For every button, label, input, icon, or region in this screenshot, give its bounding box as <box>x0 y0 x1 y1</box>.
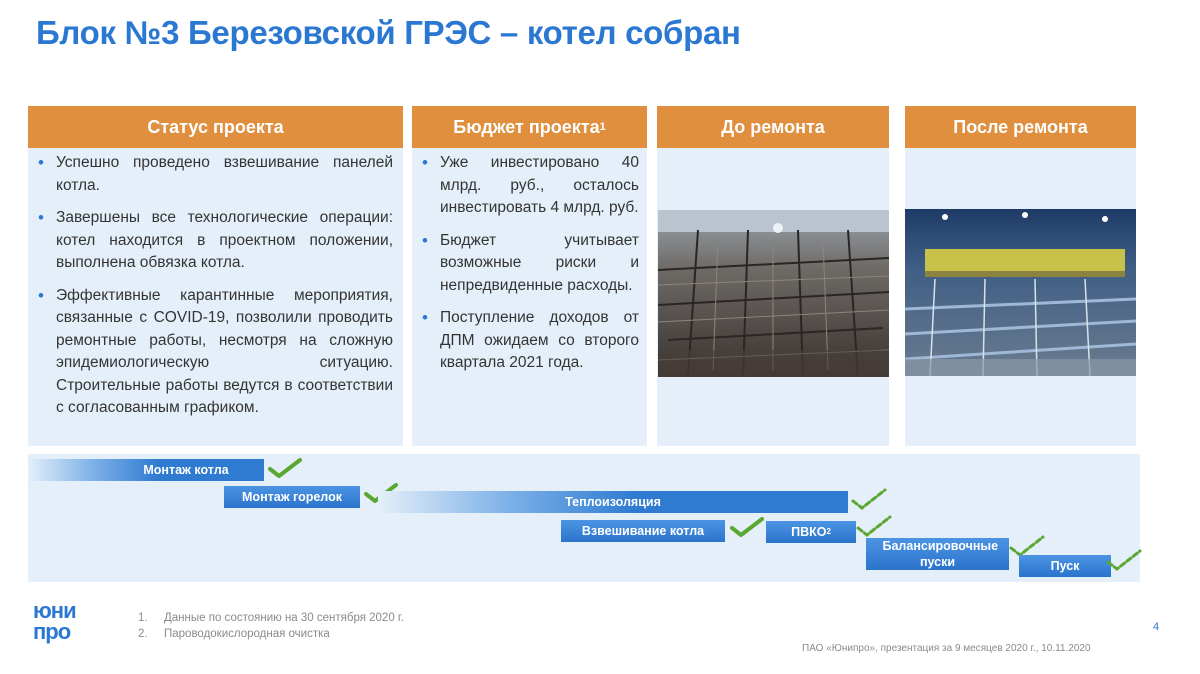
page-number: 4 <box>1153 621 1160 633</box>
footnote-number: 2. <box>138 628 148 640</box>
budget-list <box>418 152 639 375</box>
task-footnote: 2 <box>826 527 831 536</box>
check-done-icon <box>268 458 302 478</box>
timeline-task <box>561 520 725 542</box>
budget-bullet: • Поступление доходов от ДПМ ожидаем со второго квартала 2021 года. <box>418 307 639 375</box>
budget-bullet: • Уже инвестировано 40 млрд. руб., осталось инвестировать 4 млрд. руб. <box>418 152 639 220</box>
footnotes <box>138 610 404 642</box>
status-list <box>34 152 393 420</box>
budget-header-label: Бюджет проекта <box>453 116 600 137</box>
timeline-task <box>1019 555 1111 577</box>
after-header-label: После ремонта <box>953 116 1088 137</box>
status-bullet: • Успешно проведено взвешивание панелей котла. <box>34 152 393 197</box>
before-header <box>657 106 889 148</box>
company-logo <box>33 600 97 642</box>
budget-panel <box>412 148 647 446</box>
task-label: Балансировочные пуски <box>882 539 999 569</box>
budget-bullet: • Бюджет учитывает возможные риски и непредвиденные расходы. <box>418 230 639 298</box>
check-planned-icon <box>851 488 887 510</box>
footnote <box>138 626 404 642</box>
budget-header <box>412 106 647 148</box>
task-label: Монтаж горелок <box>242 490 342 504</box>
check-done-icon <box>730 517 764 537</box>
timeline-task <box>28 459 264 481</box>
task-label: Взвешивание котла <box>581 524 705 538</box>
logo-line: про <box>33 619 71 644</box>
budget-header-footnote: 1 <box>599 121 606 133</box>
page-title: Блок №3 Березовской ГРЭС – котел собран <box>36 14 741 51</box>
after-header <box>905 106 1136 148</box>
footnote-number: 1. <box>138 612 148 624</box>
timeline-task <box>224 486 360 508</box>
logo-line: юни <box>33 598 76 623</box>
check-planned-icon <box>1009 535 1045 557</box>
footer-text: ПАО «Юнипро», презентация за 9 месяцев 2020 г., 10.11.2020 <box>802 643 1091 654</box>
timeline-task <box>866 538 1009 570</box>
before-header-label: До ремонта <box>721 116 825 137</box>
timeline-task <box>378 491 848 513</box>
check-planned-icon <box>1106 549 1142 571</box>
status-panel <box>28 148 403 446</box>
status-header <box>28 106 403 148</box>
status-bullet: • Завершены все технологические операции: котел находится в проектном положении, выполнена обвязка котла. <box>34 207 393 275</box>
task-label: Пуск <box>1050 559 1080 573</box>
after-repair-photo <box>905 209 1136 376</box>
status-header-label: Статус проекта <box>147 116 284 137</box>
task-label: Теплоизоляция <box>565 495 661 509</box>
footnote-text: Пароводокислородная очистка <box>164 628 330 640</box>
task-label: Монтаж котла <box>143 463 229 477</box>
task-label: ПВКО <box>791 525 827 539</box>
timeline-task <box>766 521 856 543</box>
before-repair-photo <box>658 210 889 377</box>
check-planned-icon <box>856 515 892 537</box>
status-bullet: • Эффективные карантинные мероприятия, связанные с COVID-19, позволили проводить ремонтные работы, несмотря на сложную эпидемиологическую ситуацию. Строительные работы ведутся в соответствии с согласованным графиком. <box>34 285 393 420</box>
footnote <box>138 610 404 626</box>
footnote-text: Данные по состоянию на 30 сентября 2020 г. <box>164 612 404 624</box>
